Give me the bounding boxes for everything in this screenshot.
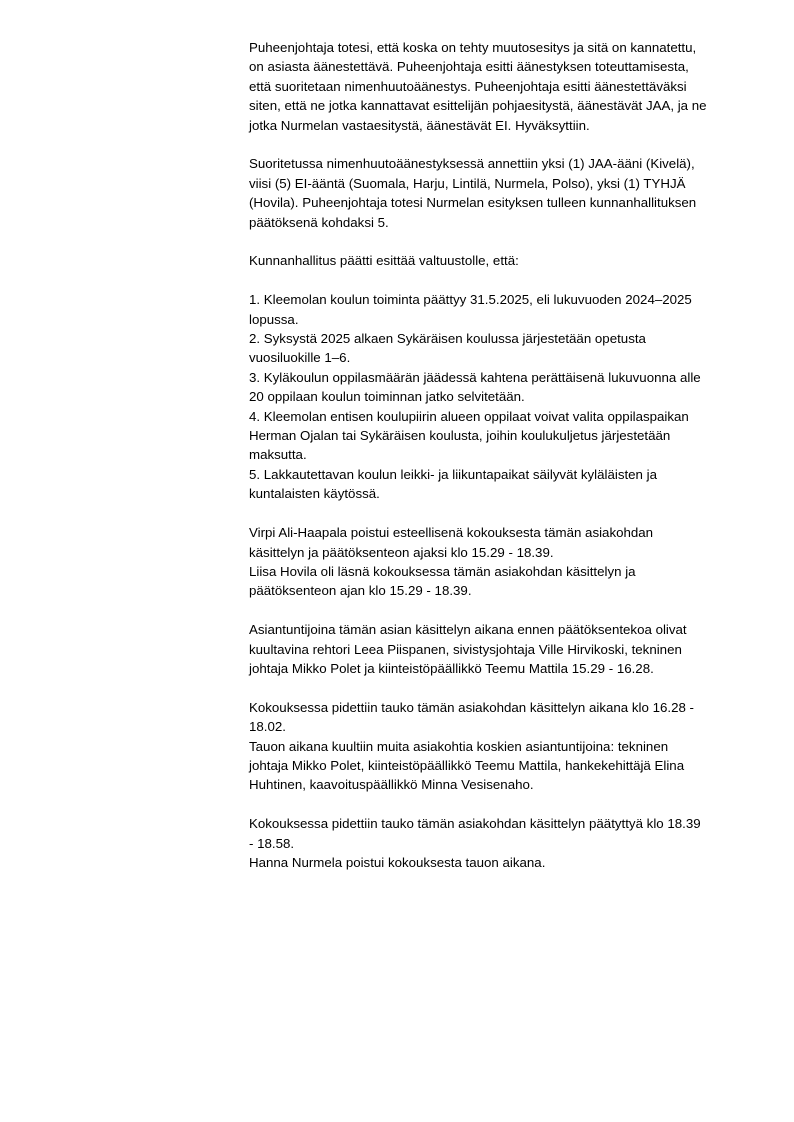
text-line: (Hovila). Puheenjohtaja totesi Nurmelan esityksen tulleen kunnanhallituksen [249, 195, 697, 211]
text-line: 5. Lakkautettavan koulun leikki- ja liikuntapaikat säilyvät kyläläisten ja [249, 466, 657, 482]
paragraph [249, 698, 754, 795]
text-line: on asiasta äänestettävä. Puheenjohtaja esitti äänestyksen toteuttamisesta, [249, 59, 689, 75]
document-page [249, 38, 754, 892]
paragraph [249, 154, 754, 232]
text-line: johtaja Mikko Polet ja kiinteistöpäällikkö Teemu Mattila 15.29 - 16.28. [249, 660, 654, 676]
text-line: päätöksenä kohdaksi 5. [249, 214, 389, 230]
text-line: lopussa. [249, 311, 299, 327]
text-line: jotka Nurmelan vastaesitystä, äänestävät EI. Hyväksyttiin. [249, 117, 590, 133]
paragraph [249, 290, 754, 503]
text-line: Kokouksessa pidettiin tauko tämän asiakohdan käsittelyn päätyttyä klo 18.39 [249, 816, 701, 832]
text-line: johtaja Mikko Polet, kiinteistöpäällikkö Teemu Mattila, hankekehittäjä Elina [249, 757, 685, 773]
text-line: 3. Kyläkoulun oppilasmäärän jäädessä kahtena perättäisenä lukuvuonna alle [249, 369, 701, 385]
text-line: 4. Kleemolan entisen koulupiirin alueen oppilaat voivat valita oppilaspaikan [249, 408, 689, 424]
paragraph [249, 814, 754, 872]
paragraph [249, 38, 754, 135]
text-line: vuosiluokille 1–6. [249, 350, 351, 366]
text-line: Hanna Nurmela poistui kokouksesta tauon aikana. [249, 854, 546, 870]
text-line: päätöksenteon ajan klo 15.29 - 18.39. [249, 583, 472, 599]
text-line: 20 oppilaan koulun toiminnan jatko selvitetään. [249, 389, 525, 405]
text-line: Virpi Ali-Haapala poistui esteellisenä kokouksesta tämän asiakohdan [249, 525, 654, 541]
text-line: 18.02. [249, 719, 286, 735]
text-line: siten, että ne jotka kannattavat esittelijän pohjaesitystä, äänestävät JAA, ja ne [249, 98, 707, 114]
text-line: Asiantuntijoina tämän asian käsittelyn aikana ennen päätöksentekoa olivat [249, 622, 687, 638]
text-line: Huhtinen, kaavoituspäällikkö Minna Vesisenaho. [249, 777, 534, 793]
text-line: käsittelyn ja päätöksenteon ajaksi klo 15.29 - 18.39. [249, 544, 554, 560]
paragraph [249, 620, 754, 678]
text-line: - 18.58. [249, 835, 295, 851]
text-line: maksutta. [249, 447, 307, 463]
text-line: Liisa Hovila oli läsnä kokouksessa tämän asiakohdan käsittelyn ja [249, 563, 636, 579]
text-line: Puheenjohtaja totesi, että koska on tehty muutosesitys ja sitä on kannatettu, [249, 40, 697, 55]
text-line: viisi (5) EI-ääntä (Suomala, Harju, Lintilä, Nurmela, Polso), yksi (1) TYHJÄ [249, 175, 686, 191]
text-line: kuntalaisten käytössä. [249, 486, 380, 502]
text-line: Suoritetussa nimenhuutoäänestyksessä annettiin yksi (1) JAA-ääni (Kivelä), [249, 156, 695, 172]
text-line: Kokouksessa pidettiin tauko tämän asiakohdan käsittelyn aikana klo 16.28 - [249, 699, 694, 715]
text-line: Tauon aikana kuultiin muita asiakohtia koskien asiantuntijoina: tekninen [249, 738, 669, 754]
paragraph [249, 251, 754, 270]
text-line: Kunnanhallitus päätti esittää valtuustolle, että: [249, 253, 519, 269]
text-line: että suoritetaan nimenhuutoäänestys. Puheenjohtaja esitti äänestettäväksi [249, 78, 687, 94]
text-line: 2. Syksystä 2025 alkaen Sykäräisen koulussa järjestetään opetusta [249, 331, 646, 347]
text-line: 1. Kleemolan koulun toiminta päättyy 31.5.2025, eli lukuvuoden 2024–2025 [249, 292, 692, 308]
text-line: kuultavina rehtori Leea Piispanen, sivistysjohtaja Ville Hirvikoski, tekninen [249, 641, 682, 657]
paragraph [249, 523, 754, 601]
text-line: Herman Ojalan tai Sykäräisen koulusta, joihin koulukuljetus järjestetään [249, 428, 671, 444]
